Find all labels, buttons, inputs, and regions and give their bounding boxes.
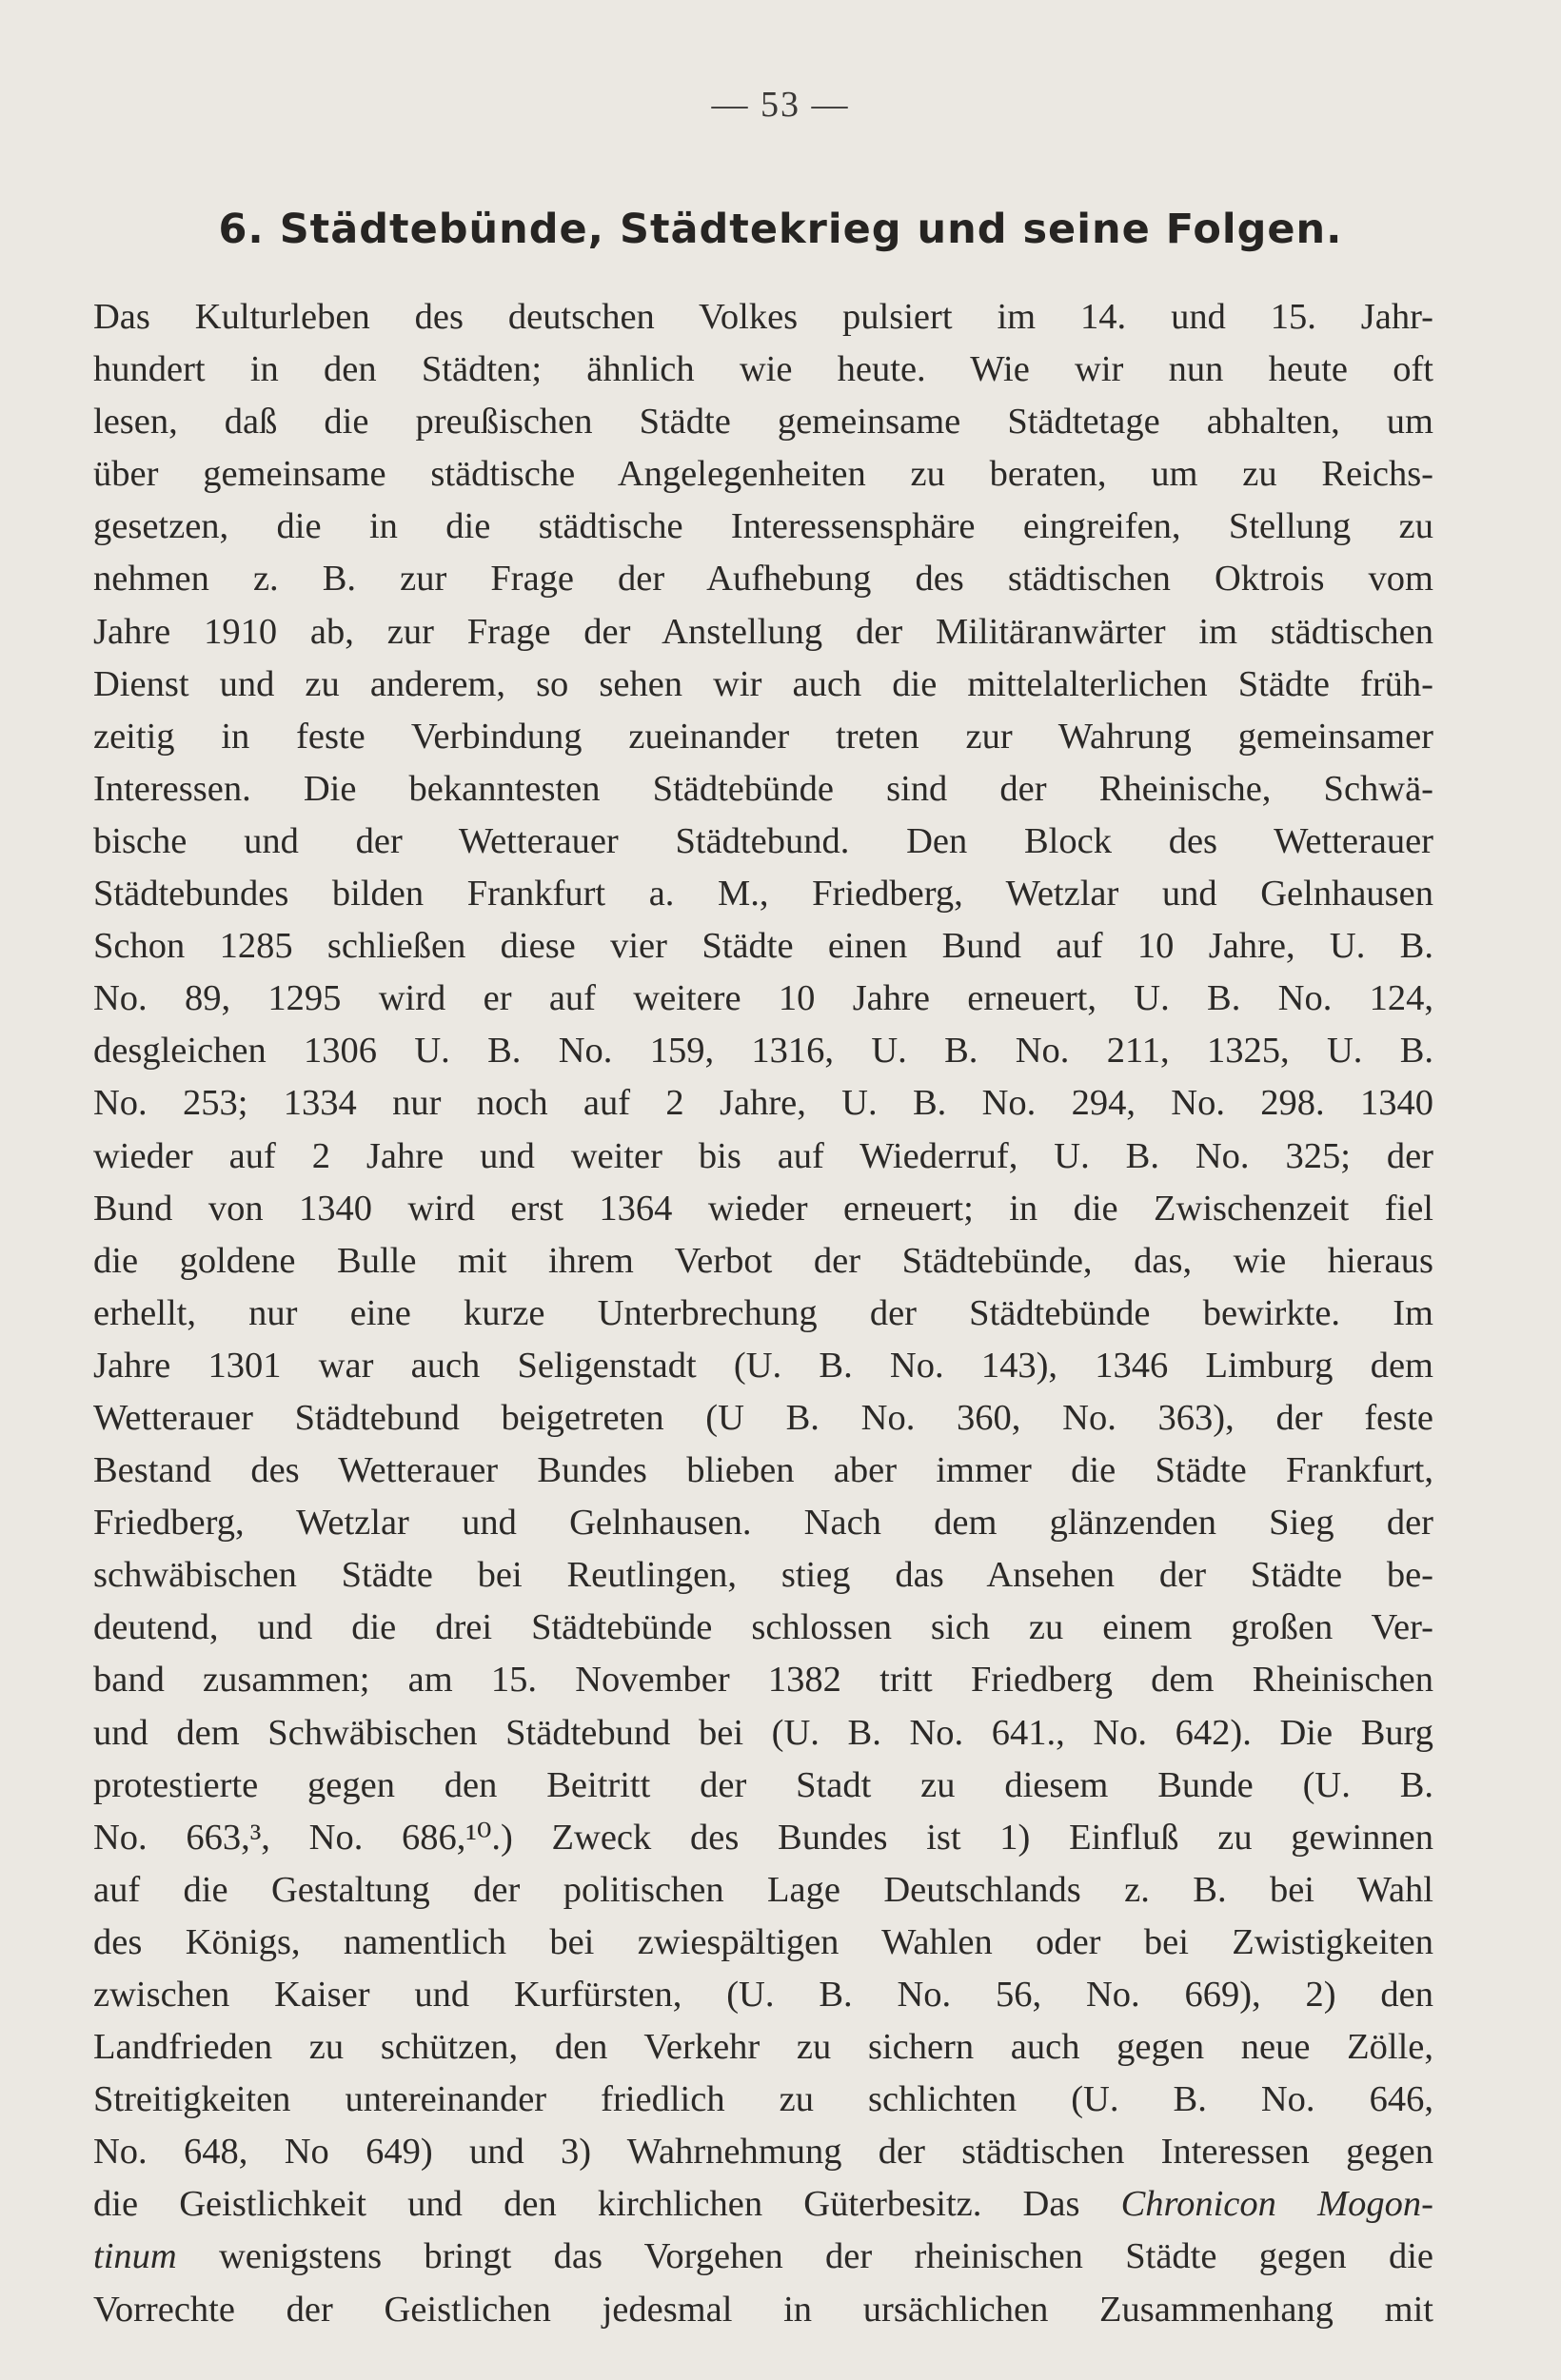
text-line: auf die Gestaltung der politischen Lage Deutschlands z. B. bei Wahl <box>93 1869 1433 1910</box>
text-line: des Königs, namentlich bei zwiespältigen Wahlen oder bei Zwistigkeiten <box>93 1921 1433 1962</box>
text-line: und dem Schwäbischen Städtebund bei (U. B. No. 641., No. 642). Die Burg <box>93 1712 1433 1753</box>
text-line: No. 253; 1334 nur noch auf 2 Jahre, U. B. No. 294, No. 298. 1340 <box>93 1083 1433 1124</box>
text-line: Landfrieden zu schützen, den Verkehr zu sichern auch gegen neue Zölle, <box>93 2027 1433 2068</box>
text-line: lesen, daß die preußischen Städte gemeinsame Städtetage abhalten, um <box>93 402 1433 443</box>
text-segment: die Geistlichkeit und den kirchlichen Güterbesitz. Das <box>93 2184 1080 2225</box>
italic-term: Chronicon Mogon- <box>1120 2184 1433 2225</box>
text-line: protestierte gegen den Beitritt der Stadt zu diesem Bunde (U. B. <box>93 1764 1433 1805</box>
body-text <box>93 291 1433 2336</box>
text-line: Friedberg, Wetzlar und Gelnhausen. Nach dem glänzenden Sieg der <box>93 1503 1433 1544</box>
text-line <box>93 2178 1433 2231</box>
text-line: Interessen. Die bekanntesten Städtebünde sind der Rheinische, Schwä- <box>93 768 1433 809</box>
text-line: über gemeinsame städtische Angelegenheiten zu beraten, um zu Reichs- <box>93 454 1433 495</box>
text-line: Jahre 1301 war auch Seligenstadt (U. B. No. 143), 1346 Limburg dem <box>93 1345 1433 1386</box>
text-line: Dienst und zu anderem, so sehen wir auch die mittelalterlichen Städte früh- <box>93 663 1433 704</box>
text-segment: wenigstens bringt das Vorgehen der rheinischen Städte gegen die <box>219 2236 1433 2277</box>
text-line: Bestand des Wetterauer Bundes blieben aber immer die Städte Frankfurt, <box>93 1450 1433 1491</box>
text-line: No. 89, 1295 wird er auf weitere 10 Jahre erneuert, U. B. No. 124, <box>93 978 1433 1019</box>
text-line: deutend, und die drei Städtebünde schlossen sich zu einem großen Ver- <box>93 1607 1433 1648</box>
text-line: zeitig in feste Verbindung zueinander treten zur Wahrung gemeinsamer <box>93 716 1433 757</box>
text-line <box>93 2231 1433 2283</box>
text-line: zwischen Kaiser und Kurfürsten, (U. B. No. 56, No. 669), 2) den <box>93 1975 1433 2015</box>
italic-term: tinum <box>93 2236 177 2277</box>
section-title: 6. Städtebünde, Städtekrieg und seine Folgen. <box>218 206 1343 253</box>
text-line: wieder auf 2 Jahre und weiter bis auf Wiederruf, U. B. No. 325; der <box>93 1135 1433 1176</box>
text-line: Schon 1285 schließen diese vier Städte einen Bund auf 10 Jahre, U. B. <box>93 926 1433 967</box>
text-line: schwäbischen Städte bei Reutlingen, stieg das Ansehen der Städte be- <box>93 1555 1433 1596</box>
text-line: hundert in den Städten; ähnlich wie heute. Wie wir nun heute oft <box>93 349 1433 390</box>
text-line: Bund von 1340 wird erst 1364 wieder erneuert; in die Zwischenzeit fiel <box>93 1188 1433 1229</box>
text-line: Wetterauer Städtebund beigetreten (U B. No. 360, No. 363), der feste <box>93 1397 1433 1438</box>
page-number: — 53 — <box>711 85 850 125</box>
text-line: No. 663,³, No. 686,¹⁰.) Zweck des Bundes ist 1) Einfluß zu gewinnen <box>93 1817 1433 1858</box>
text-line: desgleichen 1306 U. B. No. 159, 1316, U. B. No. 211, 1325, U. B. <box>93 1031 1433 1072</box>
text-line: band zusammen; am 15. November 1382 tritt Friedberg dem Rheinischen <box>93 1660 1433 1701</box>
text-line: Das Kulturleben des deutschen Volkes pulsiert im 14. und 15. Jahr- <box>93 297 1433 337</box>
text-line: gesetzen, die in die städtische Interessensphäre eingreifen, Stellung zu <box>93 506 1433 547</box>
text-line: Streitigkeiten untereinander friedlich zu schlichten (U. B. No. 646, <box>93 2079 1433 2120</box>
text-line: Jahre 1910 ab, zur Frage der Anstellung der Militäranwärter im städtischen <box>93 611 1433 652</box>
text-line: die goldene Bulle mit ihrem Verbot der Städtebünde, das, wie hieraus <box>93 1240 1433 1281</box>
text-line: nehmen z. B. zur Frage der Aufhebung des städtischen Oktrois vom <box>93 559 1433 600</box>
text-line: No. 648, No 649) und 3) Wahrnehmung der städtischen Interessen gegen <box>93 2132 1433 2173</box>
text-line: Städtebundes bilden Frankfurt a. M., Friedberg, Wetzlar und Gelnhausen <box>93 874 1433 915</box>
text-line: Vorrechte der Geistlichen jedesmal in ursächlichen Zusammenhang mit <box>93 2289 1433 2330</box>
text-line: bische und der Wetterauer Städtebund. Den Block des Wetterauer <box>93 820 1433 861</box>
text-line: erhellt, nur eine kurze Unterbrechung der Städtebünde bewirkte. Im <box>93 1292 1433 1333</box>
